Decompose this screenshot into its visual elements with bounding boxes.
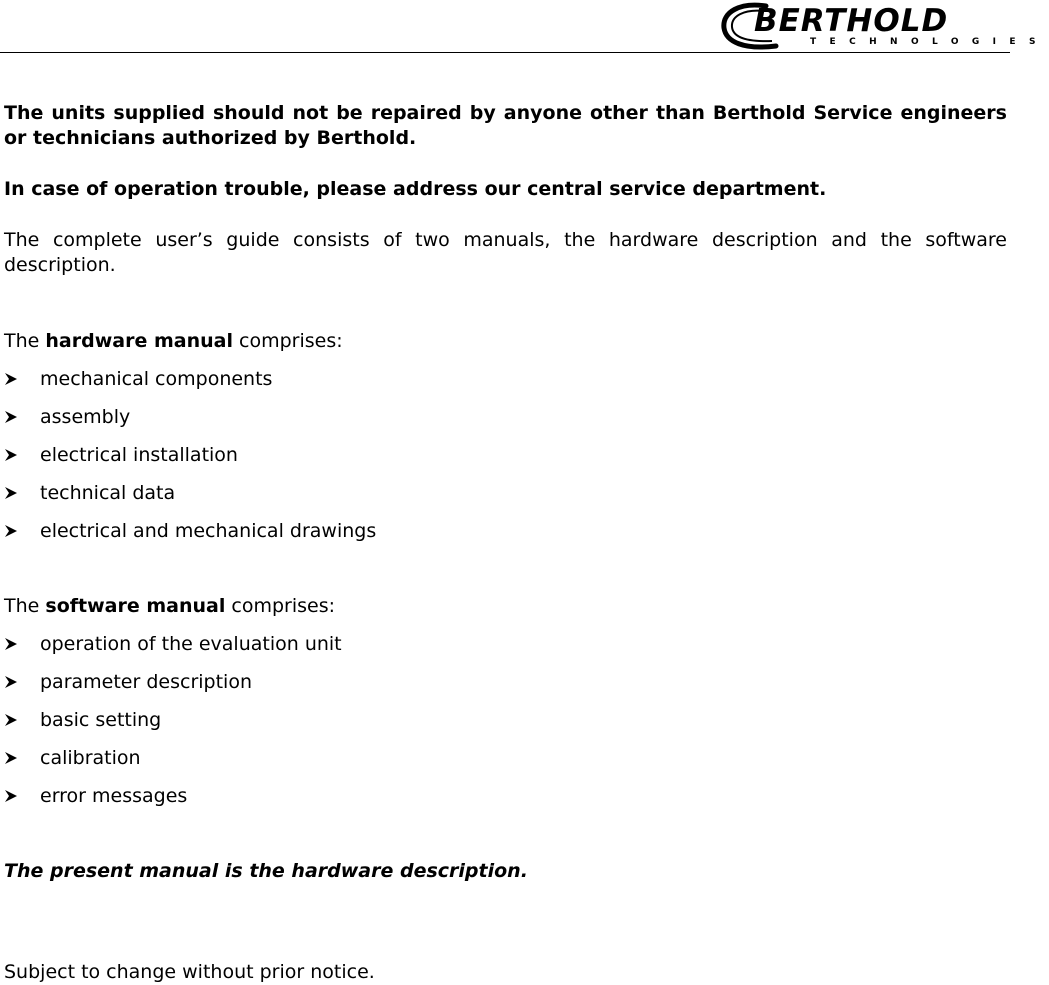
repair-notice: The units supplied should not be repaired by anyone other than Berthold Service engineers or technicians authorized by Berthold.	[4, 102, 1007, 149]
hardware-suffix: comprises:	[239, 330, 343, 352]
present-manual-note: The present manual is the hardware description.	[4, 860, 528, 882]
hardware-prefix: The	[4, 330, 40, 352]
logo-wordmark: BERTHOLD	[754, 3, 949, 39]
list-item-label: electrical installation	[40, 444, 238, 466]
list-item-label: electrical and mechanical drawings	[40, 520, 377, 542]
list-item-label: basic setting	[40, 709, 162, 731]
list-item-label: assembly	[40, 406, 131, 428]
trouble-notice: In case of operation trouble, please address our central service department.	[4, 178, 827, 200]
arrow-bullet-icon	[4, 448, 18, 462]
page-header	[0, 0, 1049, 54]
software-emphasis: software manual	[45, 595, 226, 617]
software-suffix: comprises:	[231, 595, 336, 617]
logo-tagline: TECHNOLOGIES	[810, 37, 1049, 47]
list-item-label: calibration	[40, 747, 141, 769]
arrow-bullet-icon	[4, 637, 18, 651]
software-heading	[4, 594, 1007, 619]
arrow-bullet-icon	[4, 675, 18, 689]
software-prefix: The	[4, 595, 40, 617]
hardware-heading	[4, 329, 1007, 354]
arrow-bullet-icon	[4, 751, 18, 765]
list-item-label: parameter description	[40, 671, 252, 693]
header-divider	[0, 52, 1010, 53]
guide-intro: The complete user’s guide consists of two manuals, the hardware description and the software description.	[4, 229, 1007, 276]
berthold-logo	[720, 0, 1049, 52]
arrow-bullet-icon	[4, 524, 18, 538]
list-item-label: technical data	[40, 482, 176, 504]
change-notice: Subject to change without prior notice.	[4, 961, 375, 983]
list-item-label: mechanical components	[40, 368, 273, 390]
arrow-bullet-icon	[4, 372, 18, 386]
arrow-bullet-icon	[4, 410, 18, 424]
arrow-bullet-icon	[4, 486, 18, 500]
arrow-bullet-icon	[4, 713, 18, 727]
list-item-label: operation of the evaluation unit	[40, 633, 342, 655]
list-item-label: error messages	[40, 785, 188, 807]
arrow-bullet-icon	[4, 789, 18, 803]
hardware-emphasis: hardware manual	[45, 330, 233, 352]
